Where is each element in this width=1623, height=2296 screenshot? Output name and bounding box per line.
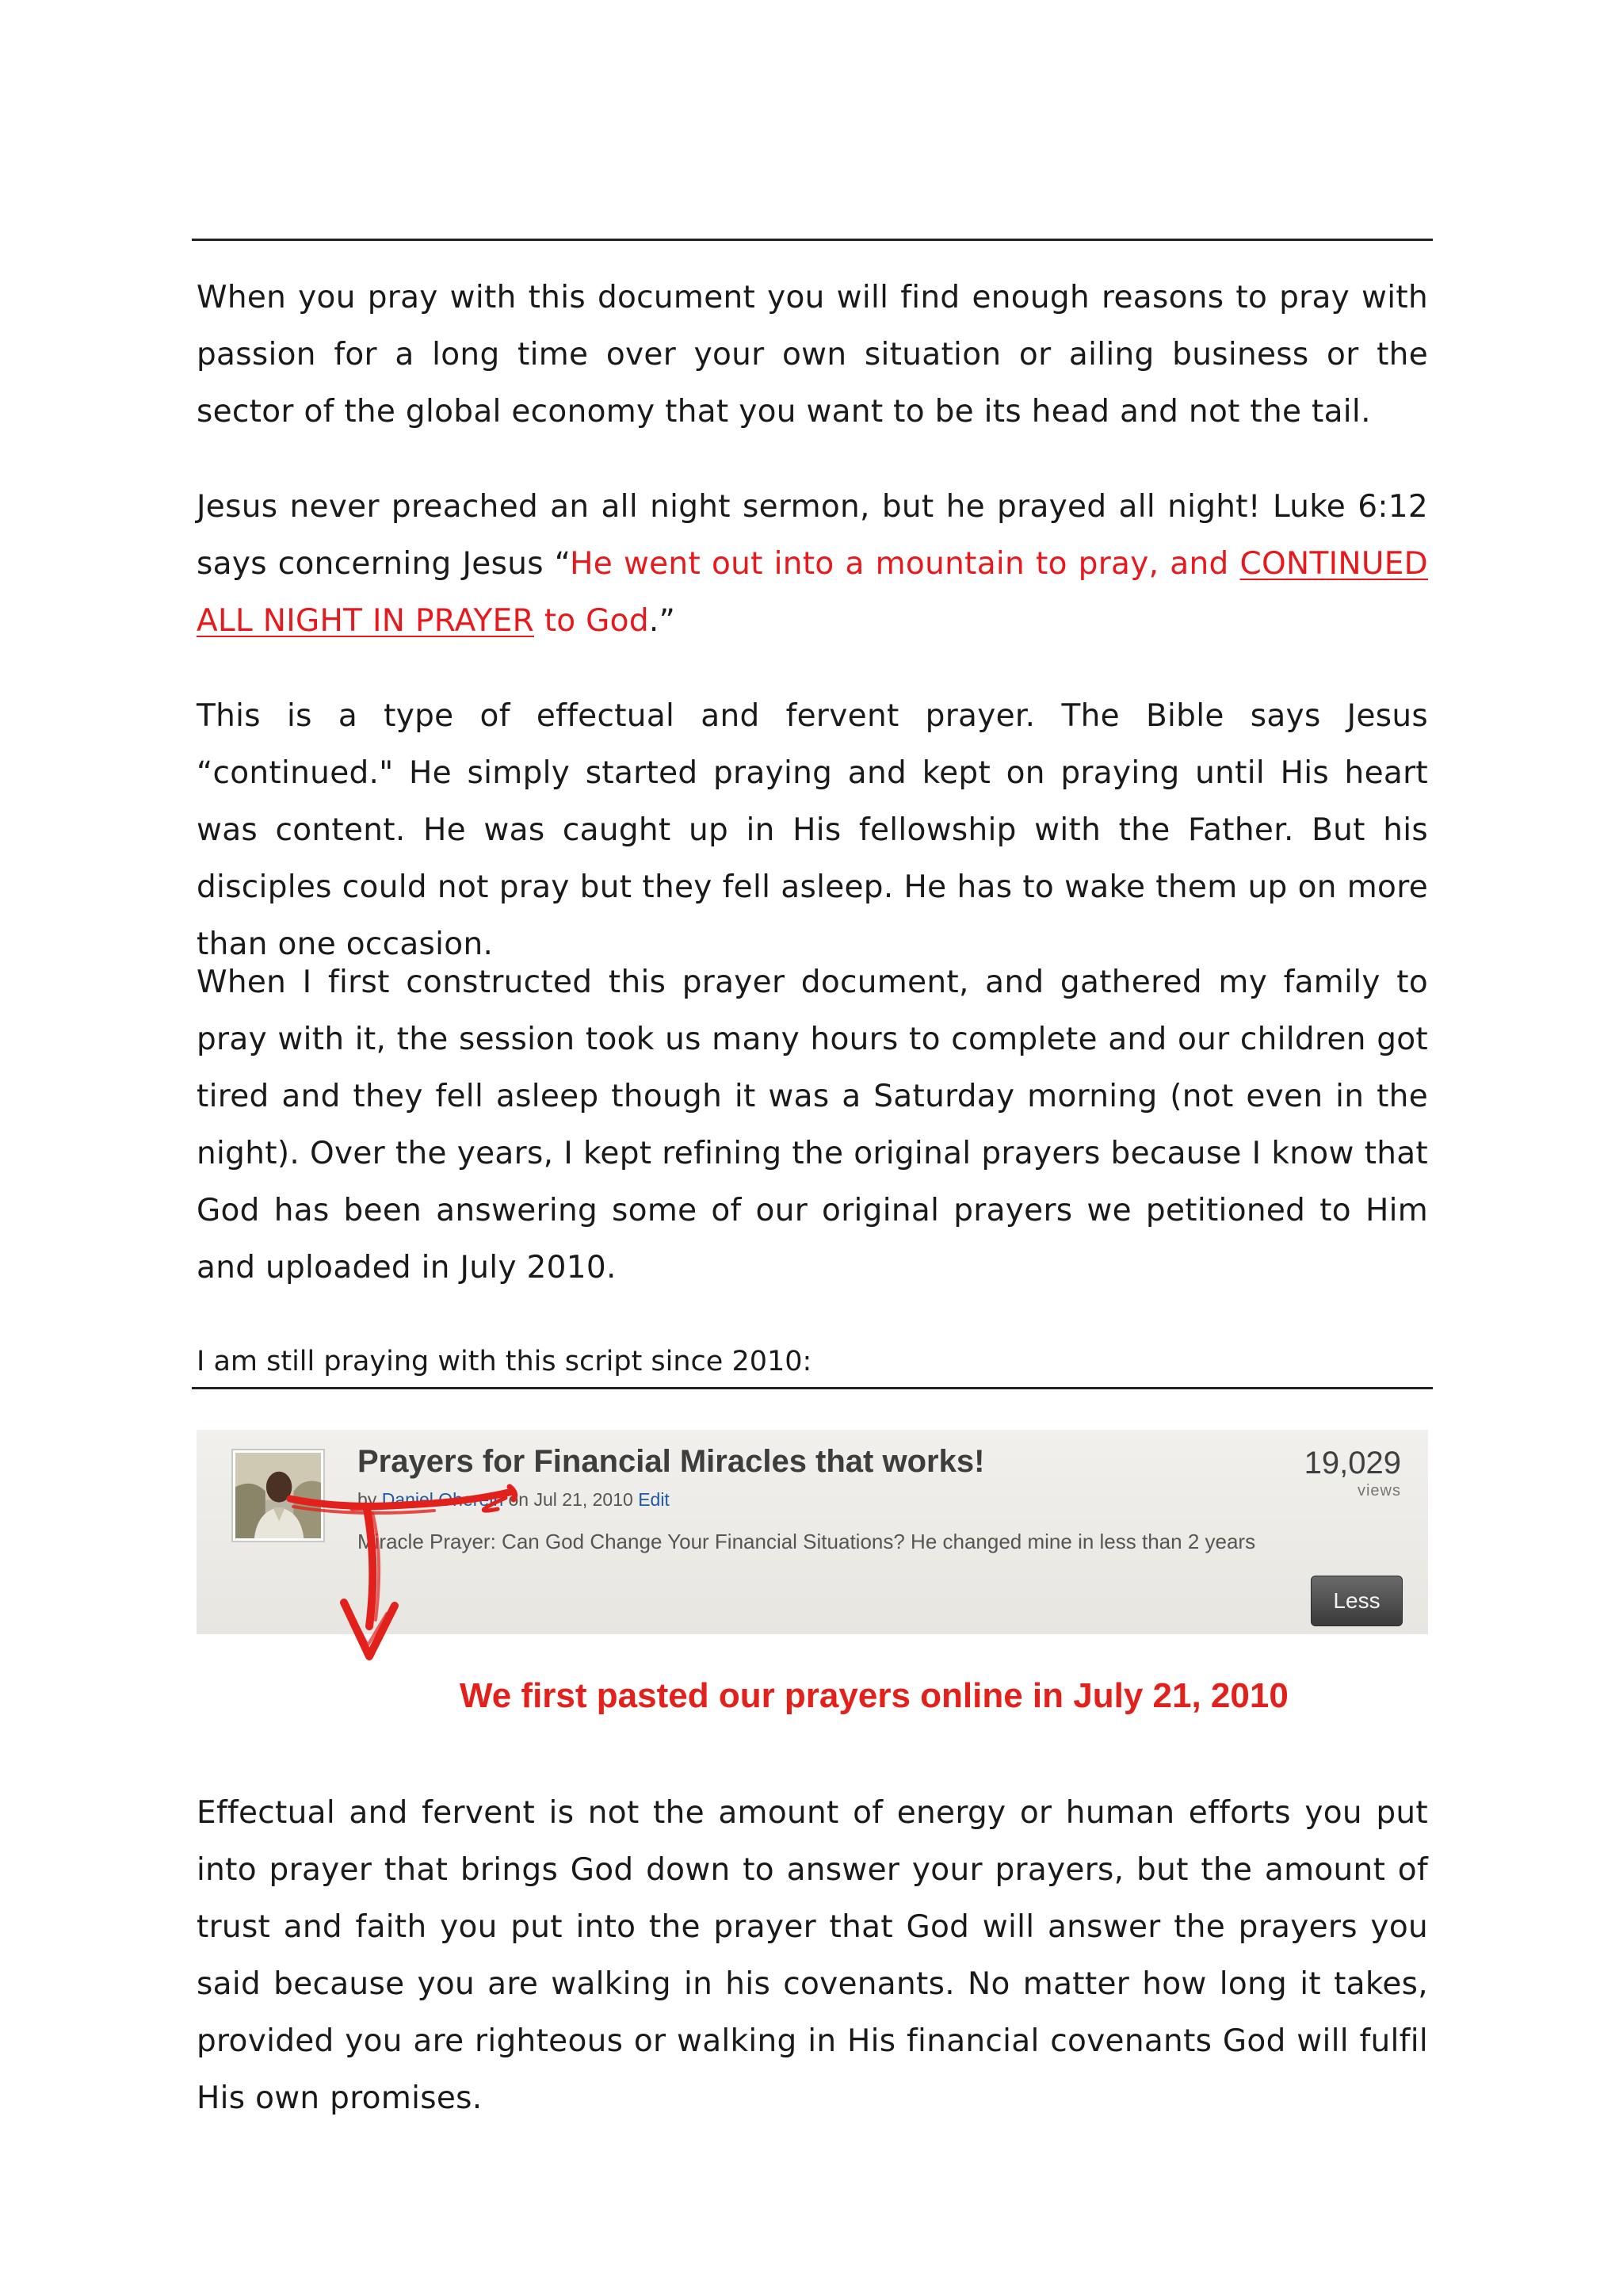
quote-red-tail-text: to God — [534, 603, 649, 639]
paragraph-effectual-fervent: Effectual and fervent is not the amount of energy or human efforts you put into prayer that brings God down to answer your prayers, but the amount of trust and faith you put into the prayer that God will answer the prayers you said because you are walking in his covenants. No matter how long it takes, provided you are righteous or walking in His financial covenants God will fulfil His own promises. — [197, 1795, 1428, 2116]
upload-byline — [357, 1487, 670, 1512]
paragraph-effectual-prayer: This is a type of effectual and fervent prayer. The Bible says Jesus “continued." He simply started praying and kept on praying until His heart was content. He was caught up in His fellowship with the Father. But his disciples could not pray but they fell asleep. He has to wake them up on more than one occasion. — [197, 698, 1428, 962]
screenshot-caption: I am still praying with this script since 2010: — [197, 1346, 812, 1377]
top-divider — [192, 239, 1433, 241]
author-photo-icon — [235, 1453, 321, 1538]
quote-red-underlined-text: CONTINUED ALL NIGHT IN PRAYER — [197, 546, 1428, 639]
quote-close-text: .” — [648, 603, 676, 639]
quote-lead-text: Jesus never preached an all night sermon, but he prayed all night! Luke 6:12 says concerning Jesus “ — [197, 489, 1428, 582]
edit-link[interactable]: Edit — [638, 1489, 670, 1510]
author-link[interactable]: Daniel Oherein — [381, 1489, 504, 1510]
paragraph-intro: When you pray with this document you will find enough reasons to pray with passion for a long time over your own situation or ailing business or the sector of the global economy that you want to be its head and not the tail. — [197, 280, 1428, 430]
paragraph-luke-quote — [197, 479, 1428, 650]
less-button[interactable]: Less — [1311, 1576, 1403, 1626]
by-label: by — [357, 1489, 382, 1510]
date-label: on Jul 21, 2010 — [503, 1489, 639, 1510]
quote-red-text: He went out into a mountain to pray, and — [570, 546, 1240, 582]
views-label: views — [1357, 1482, 1401, 1499]
views-count: 19,029 — [1304, 1446, 1401, 1480]
upload-title[interactable]: Prayers for Financial Miracles that works! — [357, 1444, 985, 1479]
caption-divider — [192, 1387, 1433, 1389]
upload-description: Miracle Prayer: Can God Change Your Financial Situations? He changed mine in less than 2 years — [357, 1530, 1256, 1553]
avatar — [231, 1449, 325, 1542]
embedded-upload-screenshot — [197, 1430, 1428, 1634]
paragraph-prayer-document-history: When I first constructed this prayer document, and gathered my family to pray with it, the session took us many hours to complete and our children got tired and they fell asleep though it was a Saturday morning (not even in the night). Over the years, I kept refining the original prayers because I know that God has been answering some of our original prayers we petitioned to Him and uploaded in July 2010. — [197, 965, 1428, 1286]
annotation-caption: We first pasted our prayers online in July 21, 2010 — [460, 1676, 1289, 1715]
